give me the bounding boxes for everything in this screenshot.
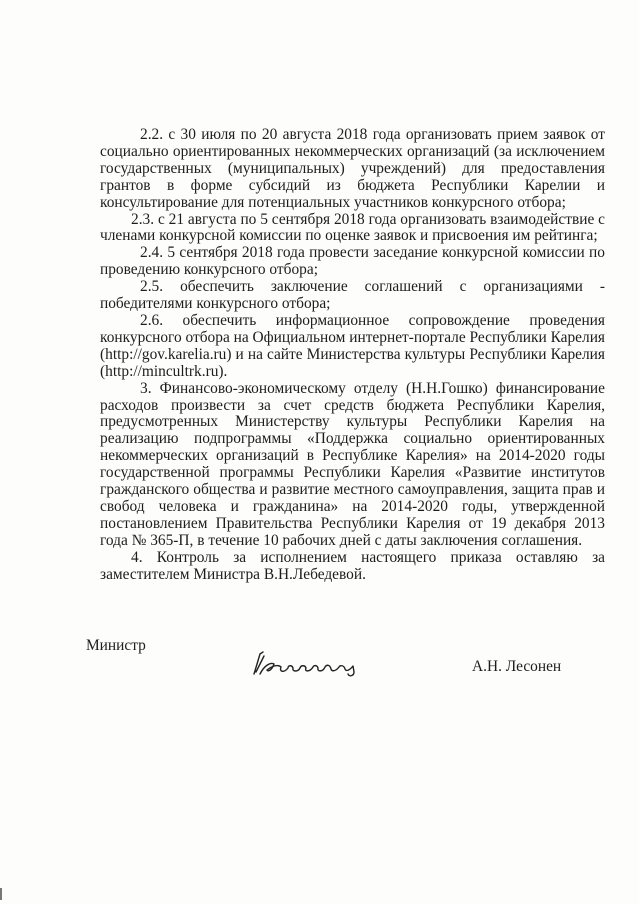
paragraph-2-2: 2.2. с 30 июля по 20 августа 2018 года организовать прием заявок от социально ориентированных некоммерческих организаций (за исключением государственных (муниципальных) учреждений) для предоставления грантов в форме субсидий из бюджета Республики Карелии и консультирование для потенциальных участников конкурсного отбора; bbox=[100, 126, 605, 211]
paragraph-2-4: 2.4. 5 сентября 2018 года провести заседание конкурсной комиссии по проведению конкурсного отбора; bbox=[100, 244, 605, 279]
paragraph-4: 4. Контроль за исполнением настоящего приказа оставляю за заместителем Министра В.Н.Лебедевой. bbox=[100, 548, 605, 583]
signatory-name: А.Н. Лесонен bbox=[472, 658, 562, 675]
paragraph-2-5: 2.5. обеспечить заключение соглашений с организациями - победителями конкурсного отбора; bbox=[100, 278, 605, 313]
paragraph-3: 3. Финансово-экономическому отделу (Н.Н.Гошко) финансирование расходов произвести за счет средств бюджета Республики Карелия, предусмотренных Министерству культуры Республики Карелия на реализацию подпрограммы «Поддержка социально ориентированных некоммерческих организаций в Республике Карелия» на 2014-2020 годы государственной программы Республики Карелия «Развитие институтов гражданского общества и развитие местного самоуправления, защита прав и свобод человека и гражданина» на 2014-2020 годы, утвержденной постановлением Правительства Республики Карелия от 19 декабря 2013 года № 365-П, в течение 10 рабочих дней с даты заключения соглашения. bbox=[100, 379, 605, 549]
paragraph-2-6: 2.6. обеспечить информационное сопровождение проведения конкурсного отбора на Официальном интернет-портале Республики Карелия (http://gov.karelia.ru) и на сайте Министерства культуры Республики Карелия (http://mincultrk.ru). bbox=[100, 311, 606, 380]
scan-edge-mark bbox=[0, 888, 2, 900]
handwritten-signature bbox=[250, 648, 370, 678]
document-body bbox=[100, 127, 605, 583]
paragraph-2-3: 2.3. с 21 августа по 5 сентября 2018 года организовать взаимодействие с членами конкурсной комиссии по оценке заявок и присвоения им рейтинга; bbox=[100, 210, 605, 245]
signatory-title: Министр bbox=[86, 637, 146, 654]
